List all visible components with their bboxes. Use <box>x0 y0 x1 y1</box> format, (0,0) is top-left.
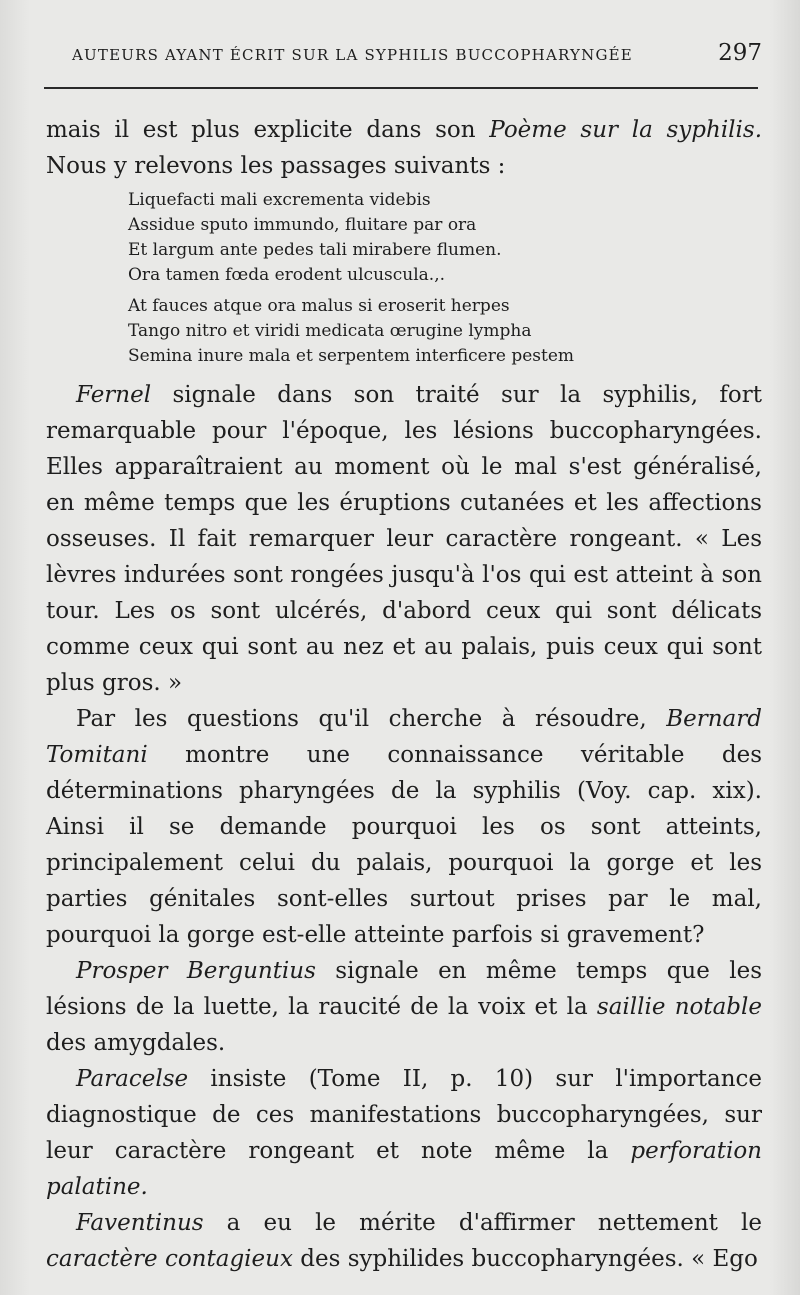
paragraph-tomitani: Par les questions qu'il cherche à résoudre, Bernard Tomitani montre une connaissance véritable des déterminations pharyngées de la syphilis (Voy. cap. xix). Ainsi il se demande pourquoi les os sont atteints, principalement celui du palais, pourquoi la gorge et les parties génitales sont-elles surtout prises par le mal, pourquoi la gorge est-elle atteinte parfois si gravement? <box>46 706 762 948</box>
page-number: 297 <box>718 40 762 66</box>
intro-paragraph: mais il est plus explicite dans son Poème sur la syphilis. Nous y relevons les passages suivants : <box>46 117 762 179</box>
quote-line: Liquefacti mali excrementa videbis <box>128 190 431 210</box>
paragraph-fernel: Fernel signale dans son traité sur la syphilis, fort remarquable pour l'époque, les lésions buccopharyngées. Elles apparaîtraient au moment où le mal s'est généralisé, en même temps que les éruptions cutanées et les affections osseuses. Il fait remarquer leur caractère rongeant. « Les lèvres indurées sont rongées jusqu'à l'os qui est atteint à son tour. Les os sont ulcérés, d'abord ceux qui sont délicats comme ceux qui sont au nez et au palais, puis ceux qui sont plus gros. » <box>46 382 762 696</box>
quote-stanza-1 <box>128 188 762 288</box>
paragraph-paracelse: Paracelse insiste (Tome II, p. 10) sur l'importance diagnostique de ces manifestations buccopharyngées, sur leur caractère rongeant et note même la perforation palatine. <box>46 1066 762 1200</box>
quote-line: Assidue sputo immundo, fluitare par ora <box>128 215 477 235</box>
header-rule <box>44 87 758 89</box>
header-title: AUTEURS AYANT ÉCRIT SUR LA SYPHILIS BUCCOPHARYNGÉE <box>72 46 633 64</box>
running-header <box>72 40 762 74</box>
quote-line: Semina inure mala et serpentem interficere pestem <box>128 346 575 366</box>
quote-line: Tango nitro et viridi medicata œrugine lympha <box>128 321 532 341</box>
quote-stanza-2 <box>128 294 762 369</box>
quote-line: Ora tamen fœda erodent ulcuscula.,. <box>128 265 446 285</box>
page-body <box>46 112 762 1277</box>
quote-line: At fauces atque ora malus si eroserit herpes <box>128 296 510 316</box>
latin-quotation <box>128 188 762 369</box>
paragraph-berguntius: Prosper Berguntius signale en même temps que les lésions de la luette, la raucité de la voix et la saillie notable des amygdales. <box>46 958 762 1056</box>
quote-line: Et largum ante pedes tali mirabere flumen. <box>128 240 502 260</box>
paragraph-faventinus: Faventinus a eu le mérite d'affirmer nettement le caractère contagieux des syphilides buccopharyngées. « Ego <box>46 1210 762 1272</box>
